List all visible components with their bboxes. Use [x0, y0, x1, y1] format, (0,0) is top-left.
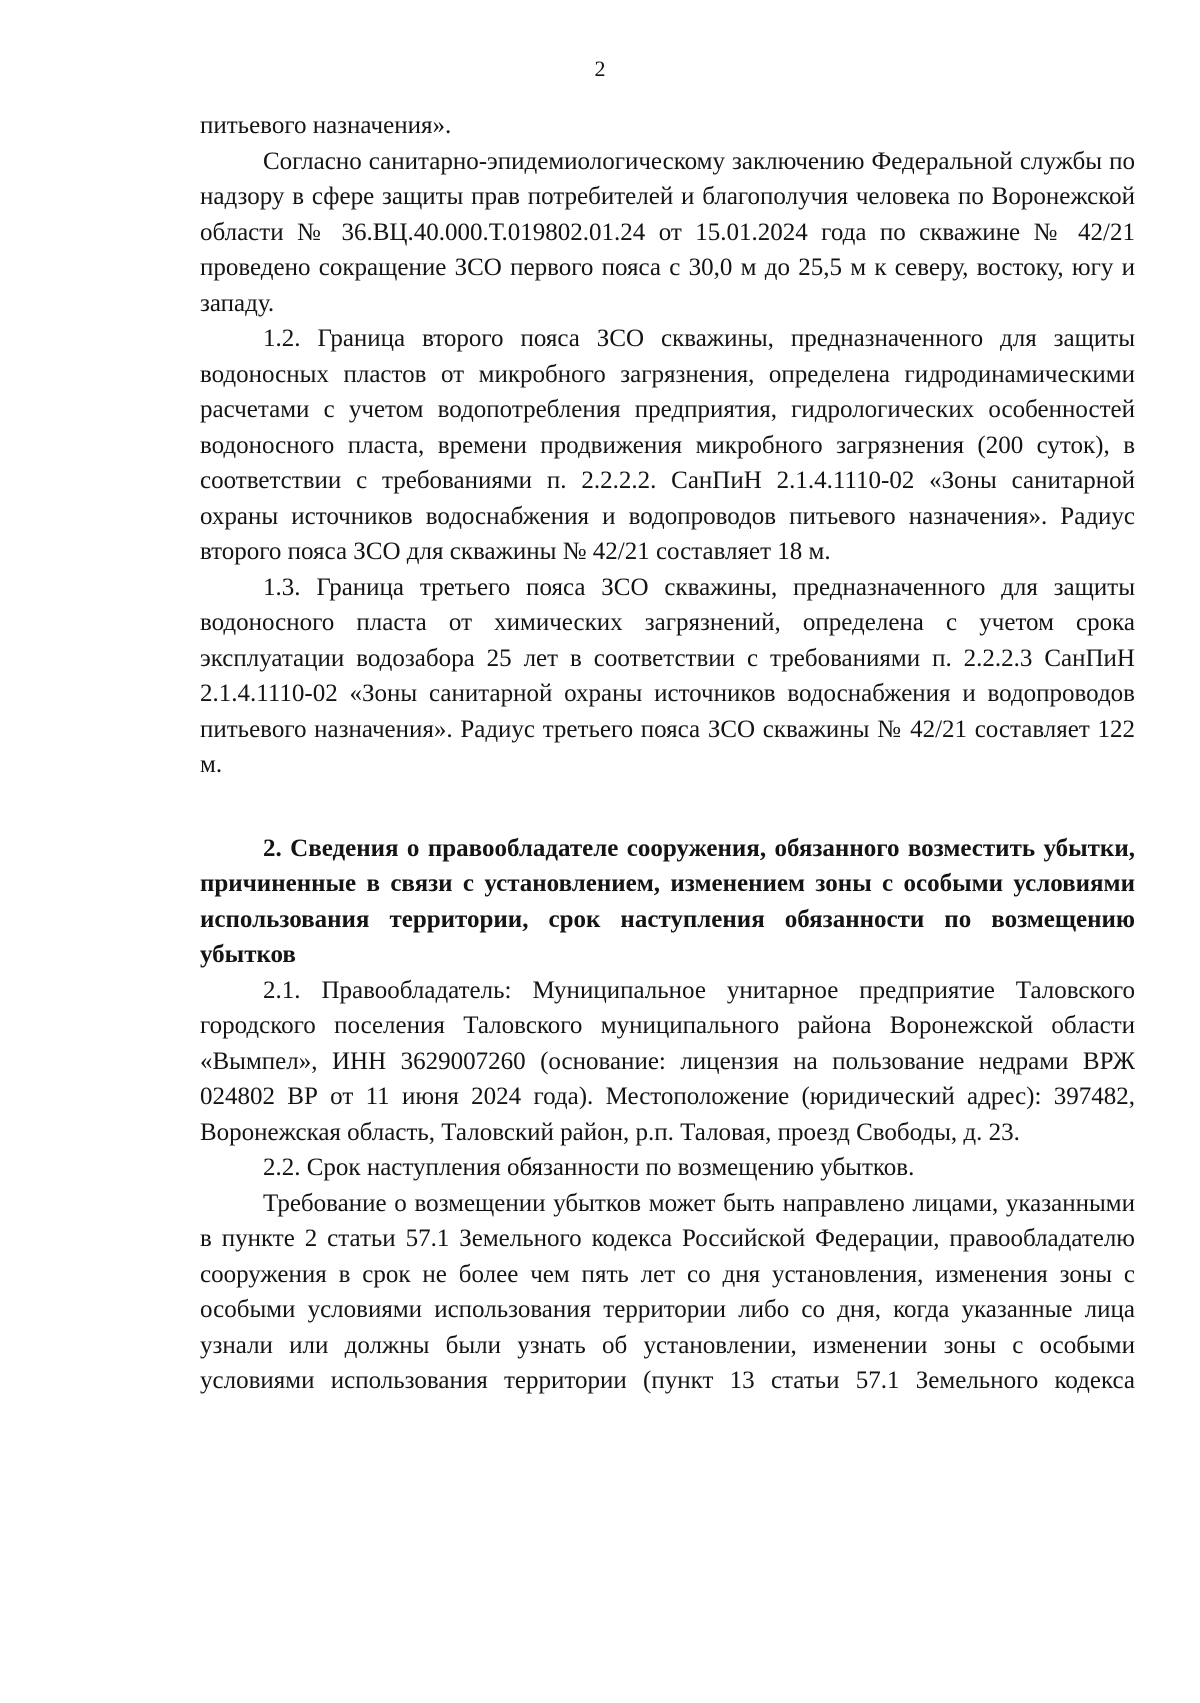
paragraph-2-1-owner: 2.1. Правообладатель: Муниципальное унитарное предприятие Таловского городского поселения Таловского муниципального района Воронежской области «Вымпел», ИНН 3629007260 (основание: лицензия на пользование недрами ВРЖ 024802 ВР от 11 июня 2024 года). Местоположение (юридический адрес): 397482, Воронежская область, Таловский район, р.п. Таловая, проезд Свободы, д. 23. — [200, 976, 1135, 1146]
paragraph-sanitary-conclusion: Согласно санитарно-эпидемиологическому заключению Федеральной службы по надзору в сфере защиты прав потребителей и благополучия человека по Воронежской области № 36.ВЦ.40.000.Т.019802.01.24 от 15.01.2024 года по скважине № 42/21 проведено сокращение ЗСО первого пояса с 30,0 м до 25,5 м к северу, востоку, югу и западу. — [200, 147, 1135, 317]
paragraph-continuation: питьевого назначения». — [200, 112, 452, 139]
paragraph-2-2-deadline: 2.2. Срок наступления обязанности по возмещению убытков. — [263, 1154, 915, 1181]
paragraph-compensation-claim: Требование о возмещении убытков может быть направлено лицами, указанными в пункте 2 статьи 57.1 Земельного кодекса Российской Федерации, правообладателю сооружения в срок не более чем пять лет со дня установления, изменения зоны с особыми условиями использования территории либо со дня, когда указанные лица узнали или должны были узнать об установлении, изменении зоны с особыми условиями использования территории (пункт 13 статьи 57.1 Земельного кодекса — [200, 1189, 1135, 1394]
document-body — [200, 108, 1135, 1399]
section-2-heading: 2. Сведения о правообладателе сооружения, обязанного возместить убытки, причиненные в связи с установлением, изменением зоны с особыми условиями использования территории, срок наступления обязанности по возмещению убытков — [200, 834, 1135, 968]
paragraph-1-2-second-belt: 1.2. Граница второго пояса ЗСО скважины, предназначенного для защиты водоносных пластов от микробного загрязнения, определена гидродинамическими расчетами с учетом водопотребления предприятия, гидрологических особенностей водоносного пласта, времени продвижения микробного загрязнения (200 суток), в соответствии с требованиями п. 2.2.2.2. СанПиН 2.1.4.1110-02 «Зоны санитарной охраны источников водоснабжения и водопроводов питьевого назначения». Радиус второго пояса ЗСО для скважины № 42/21 составляет 18 м. — [200, 325, 1135, 565]
page-number: 2 — [594, 56, 606, 81]
paragraph-1-3-third-belt: 1.3. Граница третьего пояса ЗСО скважины, предназначенного для защиты водоносного пласта от химических загрязнений, определена с учетом срока эксплуатации водозабора 25 лет в соответствии с требованиями п. 2.2.2.3 СанПиН 2.1.4.1110-02 «Зоны санитарной охраны источников водоснабжения и водопроводов питьевого назначения». Радиус третьего пояса ЗСО скважины № 42/21 составляет 122 м. — [200, 573, 1135, 778]
